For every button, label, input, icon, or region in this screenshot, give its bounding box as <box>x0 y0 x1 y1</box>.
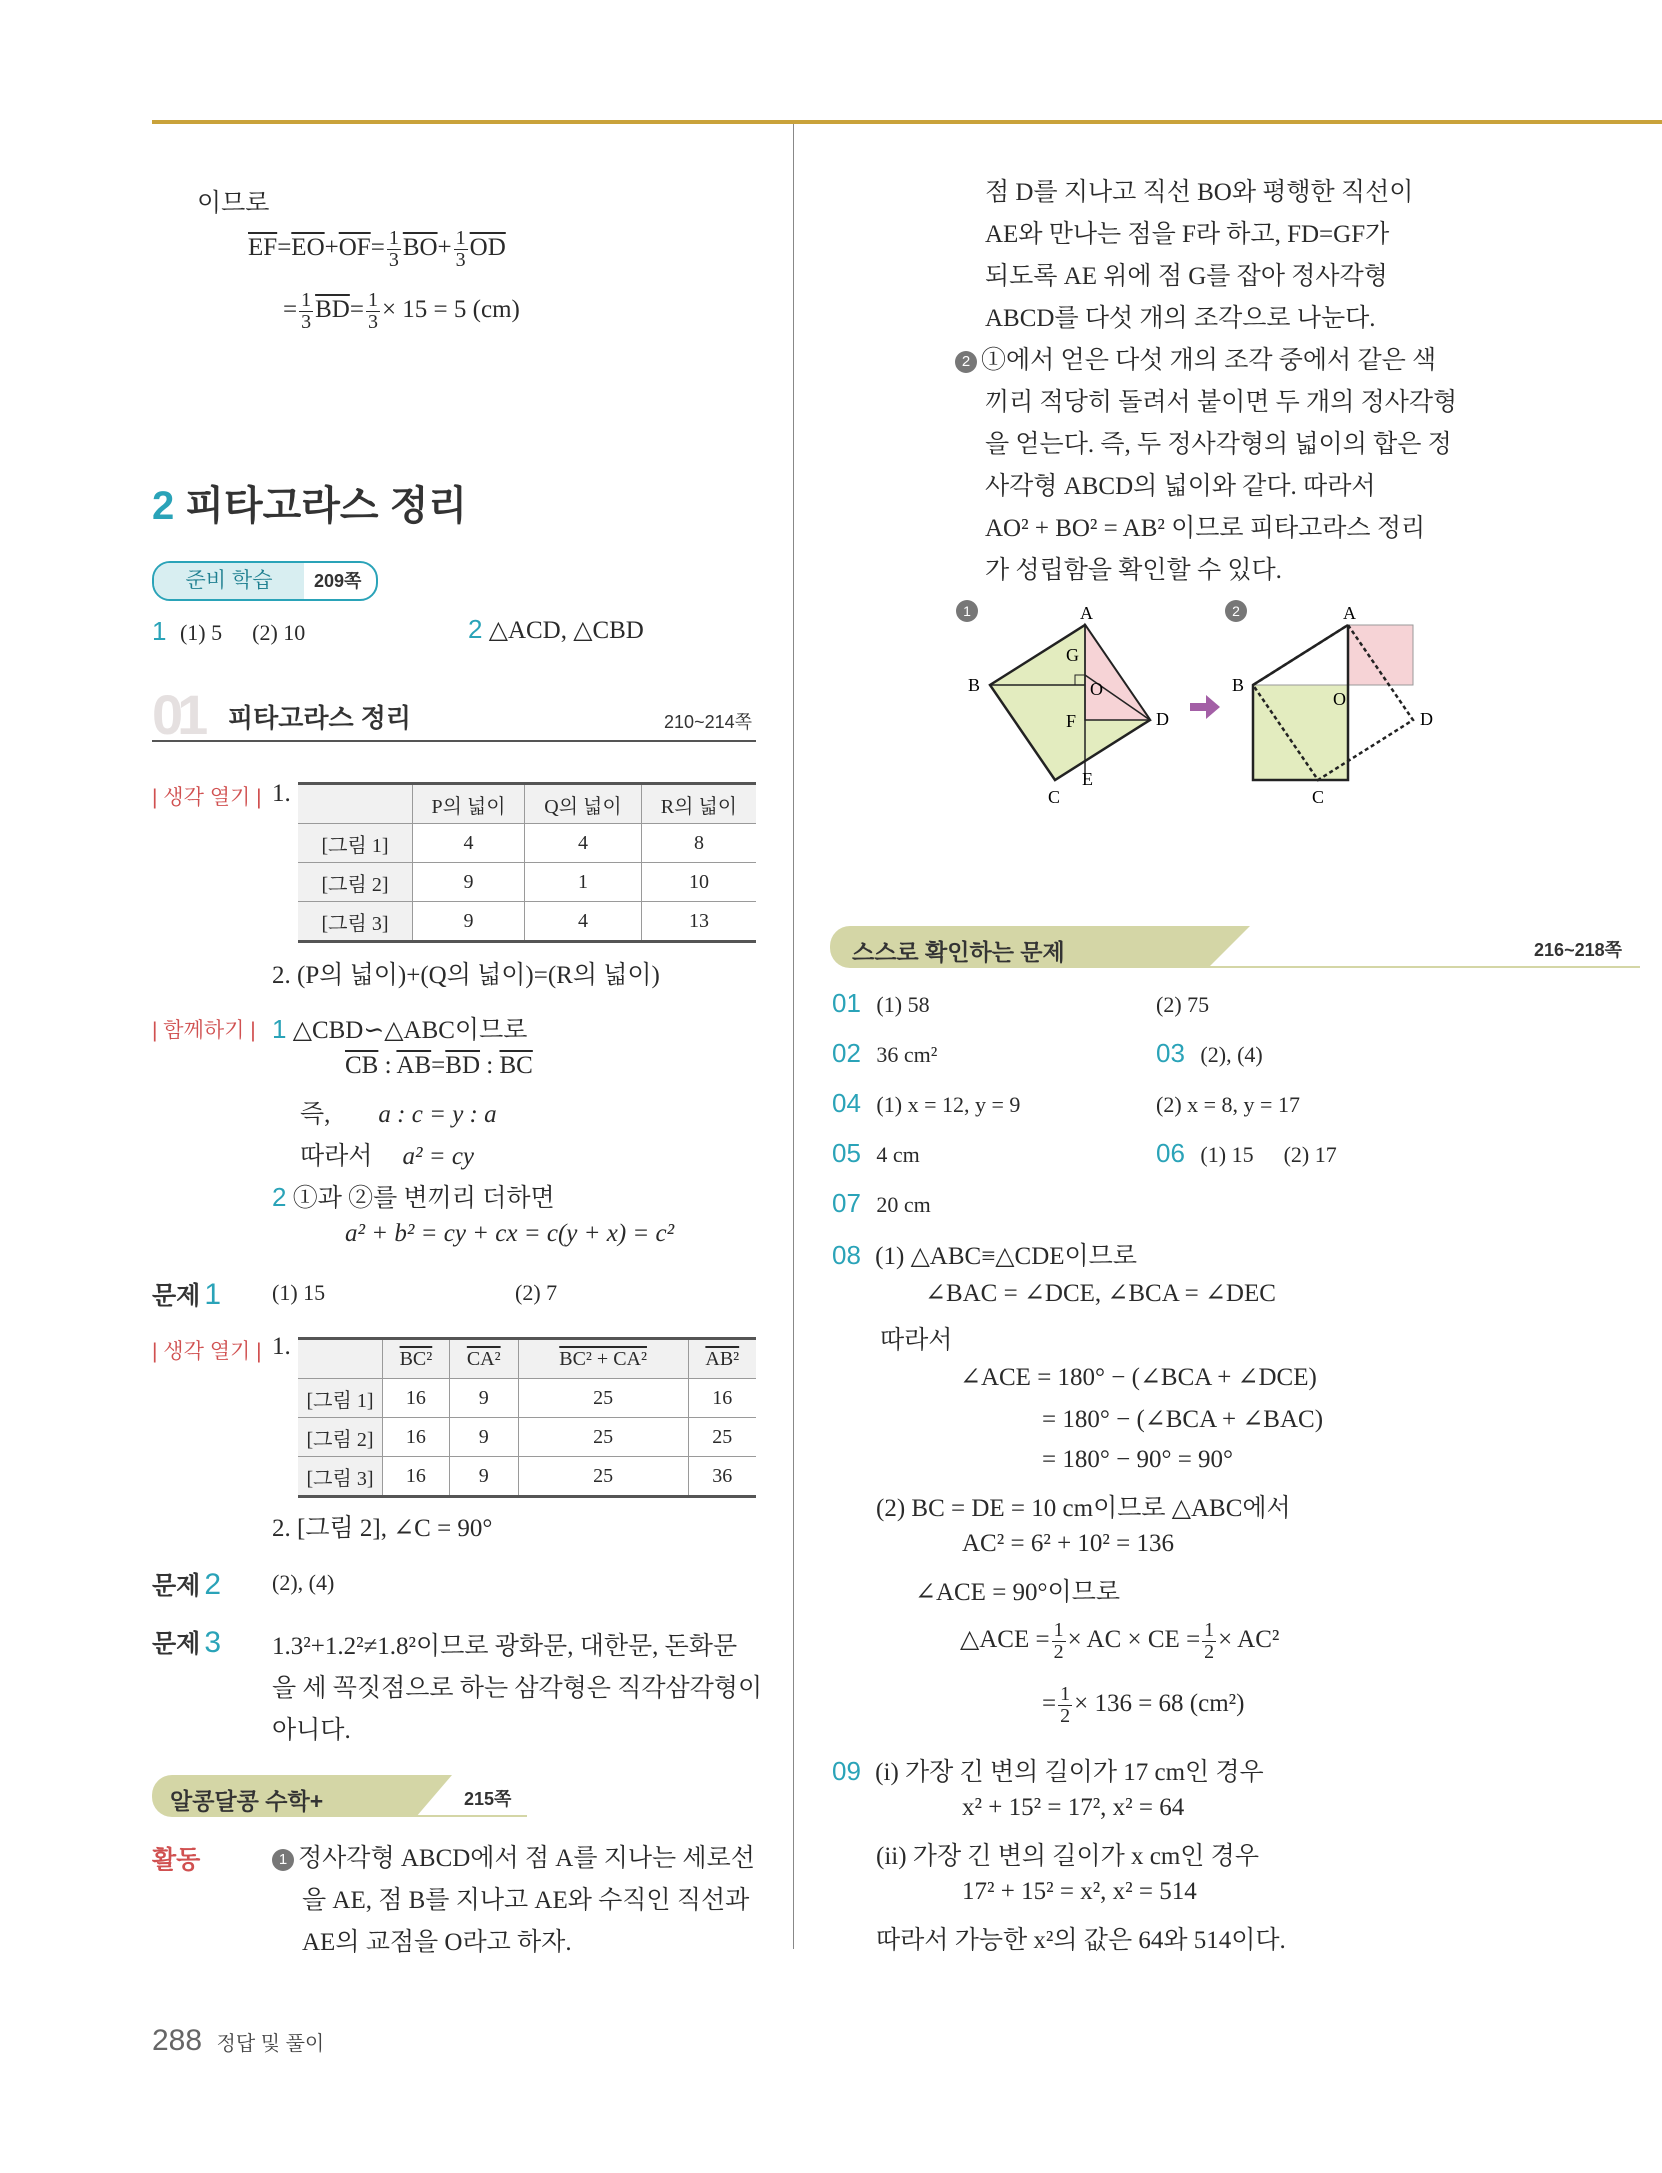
point-B-1: B <box>968 675 981 695</box>
think2-table <box>298 1337 756 1498</box>
together-line-3: 즉, a : c = y : a <box>300 1101 497 1128</box>
q04: 04 (1) x = 12, y = 9 <box>832 1088 1021 1118</box>
figure-1-number: 1 <box>963 603 971 619</box>
table-row: [그림 1] 4 4 8 <box>298 824 756 863</box>
table-header: AB² <box>688 1339 756 1379</box>
point-O-2: O <box>1333 689 1346 709</box>
problem-2: 문제 2 <box>152 1568 221 1601</box>
table-header: Q의 넓이 <box>525 784 642 824</box>
q03: 03 (2), (4) <box>1156 1038 1263 1068</box>
table-row: [그림 3] 9 4 13 <box>298 902 756 942</box>
table-header: CA² <box>449 1339 518 1379</box>
q08-line-3: 따라서 <box>880 1327 953 1354</box>
q01-b: (2) 75 <box>1156 992 1210 1017</box>
point-B-2: B <box>1232 675 1245 695</box>
top-rule <box>152 120 1662 124</box>
together-line-1: 1 △CBD∽△ABC이므로 <box>272 1014 528 1044</box>
point-A-1: A <box>1080 603 1093 623</box>
table-row: [그림 2] 9 1 10 <box>298 863 756 902</box>
table-row: [그림 3] 16 9 25 36 <box>298 1457 756 1497</box>
q08-line-5: = 180° − (∠BCA + ∠BAC) <box>1042 1406 1324 1433</box>
prep-label: 준비 학습 <box>154 563 304 599</box>
table-row: [그림 2] 16 9 25 25 <box>298 1418 756 1457</box>
footer-text: 정답 및 풀이 <box>216 2033 325 2055</box>
q09-line-5: 따라서 가능한 x²의 값은 64와 514이다. <box>876 1927 1286 1954</box>
column-divider <box>793 124 794 1949</box>
table-header: BC² <box>383 1339 450 1379</box>
self-check-title: 스스로 확인하는 문제 <box>852 939 1065 965</box>
right-line-4: ABCD를 다섯 개의 조각으로 나눈다. <box>985 305 1376 332</box>
table-header: P의 넓이 <box>413 784 525 824</box>
think2-num: 1. <box>272 1333 291 1360</box>
point-D-1: D <box>1156 709 1169 729</box>
q09: 09 (i) 가장 긴 변의 길이가 17 cm인 경우 <box>832 1756 1264 1786</box>
activity-label: 활동 <box>152 1846 201 1874</box>
q06: 06 (1) 15 (2) 17 <box>1156 1138 1337 1168</box>
algong-title: 알콩달콩 수학+ <box>170 1788 324 1814</box>
q08-line-9: ∠ACE = 90°이므로 <box>915 1579 1120 1606</box>
right-line-3: 되도록 AE 위에 점 G를 잡아 정사각형 <box>985 263 1388 290</box>
prep-page: 209쪽 <box>314 571 362 591</box>
activity-line-3: AE의 교점을 O라고 하자. <box>302 1929 572 1956</box>
unit-pages: 210~214쪽 <box>664 712 752 732</box>
problem-1-answer-b: (2) 7 <box>515 1280 558 1305</box>
table-header <box>298 784 413 824</box>
right-line-6: 끼리 적당히 돌려서 붙이면 두 개의 정사각형 <box>985 389 1458 416</box>
point-E-1: E <box>1082 769 1093 789</box>
problem-3: 문제 3 <box>152 1626 221 1659</box>
right-line-7: 을 얻는다. 즉, 두 정사각형의 넓이의 합은 정 <box>985 431 1452 458</box>
q08-line-6: = 180° − 90° = 90° <box>1042 1446 1234 1473</box>
pythagoras-figure <box>950 595 1450 825</box>
algong-page: 215쪽 <box>464 1789 512 1809</box>
think1-num: 1. <box>272 780 291 807</box>
self-check-underline <box>1200 966 1640 968</box>
page-number: 288 <box>152 2024 203 2057</box>
q08-line-10: △ACE = $\frac{1}{2}$ × AC × CE = $\frac{1}{2}$ × AC² <box>960 1619 1280 1663</box>
figure-2 <box>1225 600 1433 807</box>
q04-b: (2) x = 8, y = 17 <box>1156 1092 1300 1117</box>
table-header: R의 넓이 <box>641 784 756 824</box>
right-line-1: 점 D를 지나고 직선 BO와 평행한 직선이 <box>985 179 1414 206</box>
problem-2-answer: (2), (4) <box>272 1570 335 1595</box>
q08-line-11: = $\frac{1}{2}$ × 136 = 68 (cm²) <box>1042 1683 1245 1727</box>
table-header: BC² + CA² <box>518 1339 688 1379</box>
together-line-4: 따라서 a² = cy <box>300 1143 475 1170</box>
algong-underline <box>412 1815 527 1817</box>
table-row: [그림 1] 16 9 25 16 <box>298 1379 756 1418</box>
q08: 08 (1) △ABC≡△CDE이므로 <box>832 1240 1137 1270</box>
together-line-6: a² + b² = cy + cx = c(y + x) = c² <box>345 1220 675 1247</box>
figure-2-number: 2 <box>1232 603 1240 619</box>
q07: 07 20 cm <box>832 1188 931 1218</box>
imuro-text: 이므로 <box>197 190 270 217</box>
point-C-2: C <box>1312 787 1325 807</box>
problem-3-line-3: 아니다. <box>272 1717 351 1744</box>
think-label-2: | 생각 열기 | <box>152 1340 262 1363</box>
right-line-2: AE와 만나는 점을 F라 하고, FD=GF가 <box>985 221 1390 248</box>
problem-1-answer-a: (1) 15 <box>272 1280 326 1305</box>
unit-number: 01 <box>152 683 203 746</box>
right-line-5: 2 ①에서 얻은 다섯 개의 조각 중에서 같은 색 <box>955 340 1436 376</box>
think-label-1: | 생각 열기 | <box>152 786 262 809</box>
unit-header <box>152 683 756 746</box>
q09-line-2: x² + 15² = 17², x² = 64 <box>962 1794 1185 1821</box>
self-check-banner <box>830 926 1640 968</box>
point-O-1: O <box>1090 679 1103 699</box>
together-label: | 함께하기 | <box>152 1019 256 1042</box>
table-header <box>298 1339 383 1379</box>
q08-line-7: (2) BC = DE = 10 cm이므로 △ABC에서 <box>876 1495 1291 1522</box>
q01: 01 (1) 58 <box>832 988 930 1018</box>
activity-line-2: 을 AE, 점 B를 지나고 AE와 수직인 직선과 <box>302 1887 750 1914</box>
q09-line-4: 17² + 15² = x², x² = 514 <box>962 1878 1197 1905</box>
point-G-1: G <box>1066 645 1079 665</box>
equation-line-1: $\overline{EF}=\overline{EO}+\overline{OF}=$ $\frac{1}{3}$ $\overline{BO}+$ $\frac{1}{3}$ $\overline{OD}$ <box>248 227 506 271</box>
problem-1: 문제 1 <box>152 1278 221 1311</box>
q08-line-4: ∠ACE = 180° − (∠BCA + ∠DCE) <box>960 1364 1317 1391</box>
section-title: 2 피타고라스 정리 <box>152 484 467 528</box>
figure-1 <box>956 600 1169 807</box>
together-line-2: $\overline{CB}$ : $\overline{AB}=\overline{BD}$ : $\overline{BC}$ <box>345 1052 533 1079</box>
algong-banner <box>152 1775 527 1817</box>
q09-line-3: (ii) 가장 긴 변의 길이가 x cm인 경우 <box>876 1843 1259 1870</box>
think1-answer-2: 2. (P의 넓이)+(Q의 넓이)=(R의 넓이) <box>272 962 660 989</box>
q08-line-2: ∠BAC = ∠DCE, ∠BCA = ∠DEC <box>925 1280 1276 1307</box>
together-line-5: 2 ①과 ②를 변끼리 더하면 <box>272 1182 555 1212</box>
arrow-icon <box>1190 695 1220 719</box>
point-C-1: C <box>1048 787 1061 807</box>
q02: 02 36 cm² <box>832 1038 938 1068</box>
transform-arrow <box>1190 695 1220 719</box>
unit-title: 피타고라스 정리 <box>228 703 412 733</box>
think2-answer-2: 2. [그림 2], ∠C = 90° <box>272 1515 493 1542</box>
problem-3-line-2: 을 세 꼭짓점으로 하는 삼각형은 직각삼각형이 <box>272 1675 763 1702</box>
right-line-10: 가 성립함을 확인할 수 있다. <box>985 557 1282 584</box>
q05: 05 4 cm <box>832 1138 920 1168</box>
point-A-2: A <box>1343 603 1356 623</box>
prep-answer-1: 1 (1) 5 (2) 10 <box>152 616 306 646</box>
footer <box>152 2024 324 2058</box>
q08-line-8: AC² = 6² + 10² = 136 <box>962 1530 1175 1557</box>
activity-line-1: 1 정사각형 ABCD에서 점 A를 지나는 세로선 <box>272 1838 755 1874</box>
equation-line-2: = $\frac{1}{3}$ $\overline{BD}=$ $\frac{1}{3}$ × 15 = 5 (cm) <box>283 289 520 333</box>
right-line-8: 사각형 ABCD의 넓이와 같다. 따라서 <box>985 473 1376 500</box>
problem-3-line-1: 1.3²+1.2²≠1.8²이므로 광화문, 대한문, 돈화문 <box>272 1633 738 1660</box>
think1-table <box>298 782 756 943</box>
point-D-2: D <box>1420 709 1433 729</box>
right-line-9: AO² + BO² = AB² 이므로 피타고라스 정리 <box>985 515 1426 542</box>
pink-square <box>1348 625 1413 685</box>
point-F-1: F <box>1066 711 1077 731</box>
prep-answer-2: 2 △ACD, △CBD <box>468 614 644 644</box>
prep-badge <box>152 561 378 601</box>
self-check-pages: 216~218쪽 <box>1534 940 1622 960</box>
pink-piece-1 <box>1085 625 1150 720</box>
